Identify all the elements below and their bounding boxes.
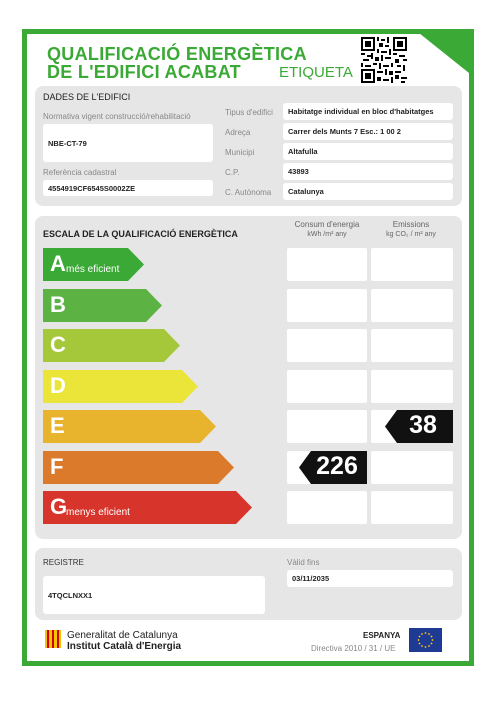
emissions-marker	[385, 410, 453, 443]
qr-code-icon	[361, 37, 407, 83]
emissions-cell	[371, 491, 453, 524]
generalitat-logo	[45, 630, 61, 653]
region-label: C. Autònoma	[225, 188, 272, 197]
emissions-cell	[371, 451, 453, 484]
building-data-panel	[35, 86, 462, 206]
building-data-title: DADES DE L'EDIFICI	[43, 92, 131, 102]
address-value: Carrer dels Munts 7 Esc.: 1 00 2	[283, 123, 453, 140]
energy-class-bar-b	[43, 289, 162, 321]
consumption-cell	[287, 329, 367, 362]
energy-label	[22, 29, 474, 666]
valid-until-value: 03/11/2035	[287, 570, 453, 587]
norm-label: Normativa vigent construcció/rehabilitació	[43, 112, 191, 121]
energy-class-letter: A	[50, 251, 66, 276]
emissions-cell	[371, 248, 453, 281]
building-type-label: Tipus d'edifici	[225, 108, 273, 117]
cadastral-label: Referència cadastral	[43, 168, 117, 177]
energy-class-letter: C	[50, 332, 66, 357]
norm-value: NBE-CT-79	[43, 124, 213, 162]
postcode-label: C.P.	[225, 168, 240, 177]
consumption-cell	[287, 491, 367, 524]
municipality-label: Municipi	[225, 148, 255, 157]
emissions-cell	[371, 289, 453, 322]
title-line-1: QUALIFICACIÓ ENERGÈTICA	[47, 44, 307, 64]
energy-class-letter: F	[50, 453, 64, 479]
energy-class-bar-f	[43, 451, 234, 483]
country-label: ESPANYA	[363, 631, 401, 640]
scale-title: ESCALA DE LA QUALIFICACIÓ ENERGÈTICA	[43, 229, 238, 239]
consumption-cell	[287, 248, 367, 281]
energy-class-bar-d	[43, 370, 198, 402]
energy-class-bar-e	[43, 410, 216, 442]
org-line-2: Institut Català d'Energia	[67, 641, 182, 652]
org-line-1: Generalitat de Catalunya	[67, 630, 178, 641]
registry-panel	[35, 548, 462, 620]
energy-class-caption: menys eficient	[66, 507, 130, 518]
building-type-value: Habitatge individual en bloc d'habitatges	[283, 103, 453, 120]
consumption-cell	[287, 410, 367, 443]
valid-until-label: Vàlid fins	[287, 558, 320, 567]
emissions-cell	[371, 329, 453, 362]
energy-class-letter: D	[50, 372, 66, 398]
consumption-cell	[287, 289, 367, 322]
consumption-cell	[287, 370, 367, 403]
energy-class-letter: E	[50, 413, 65, 438]
emissions-header: Emissions kg CO₂ / m² any	[386, 220, 436, 238]
energy-class-bar-a	[43, 248, 144, 280]
eu-flag-icon	[409, 628, 442, 652]
label-text: ETIQUETA	[279, 64, 353, 81]
energy-scale-panel	[35, 216, 462, 539]
address-label: Adreça	[225, 128, 251, 137]
energy-class-letter: B	[50, 291, 66, 317]
registry-label: REGISTRE	[43, 558, 84, 567]
registry-value: 4TQCLNXX1	[43, 576, 265, 614]
consumption-marker-value: 226	[316, 451, 358, 480]
consumption-marker	[299, 451, 367, 484]
emissions-marker-value: 38	[409, 411, 437, 439]
consumption-header: Consum d'energia kWh /m² any	[294, 220, 360, 238]
region-value: Catalunya	[283, 183, 453, 200]
energy-class-bar-c	[43, 329, 180, 361]
emissions-cell	[371, 370, 453, 403]
energy-class-letter: G	[50, 494, 68, 519]
directive-label: Directiva 2010 / 31 / UE	[311, 644, 396, 653]
municipality-value: Altafulla	[283, 143, 453, 160]
energy-class-caption: més eficient	[66, 264, 120, 275]
postcode-value: 43893	[283, 163, 453, 180]
cadastral-value: 4554919CF6545S0002ZE	[43, 180, 213, 196]
title-line-2: DE L'EDIFICI ACABAT	[47, 62, 241, 82]
corner-triangle	[414, 29, 474, 77]
energy-class-bar-g	[43, 491, 252, 523]
